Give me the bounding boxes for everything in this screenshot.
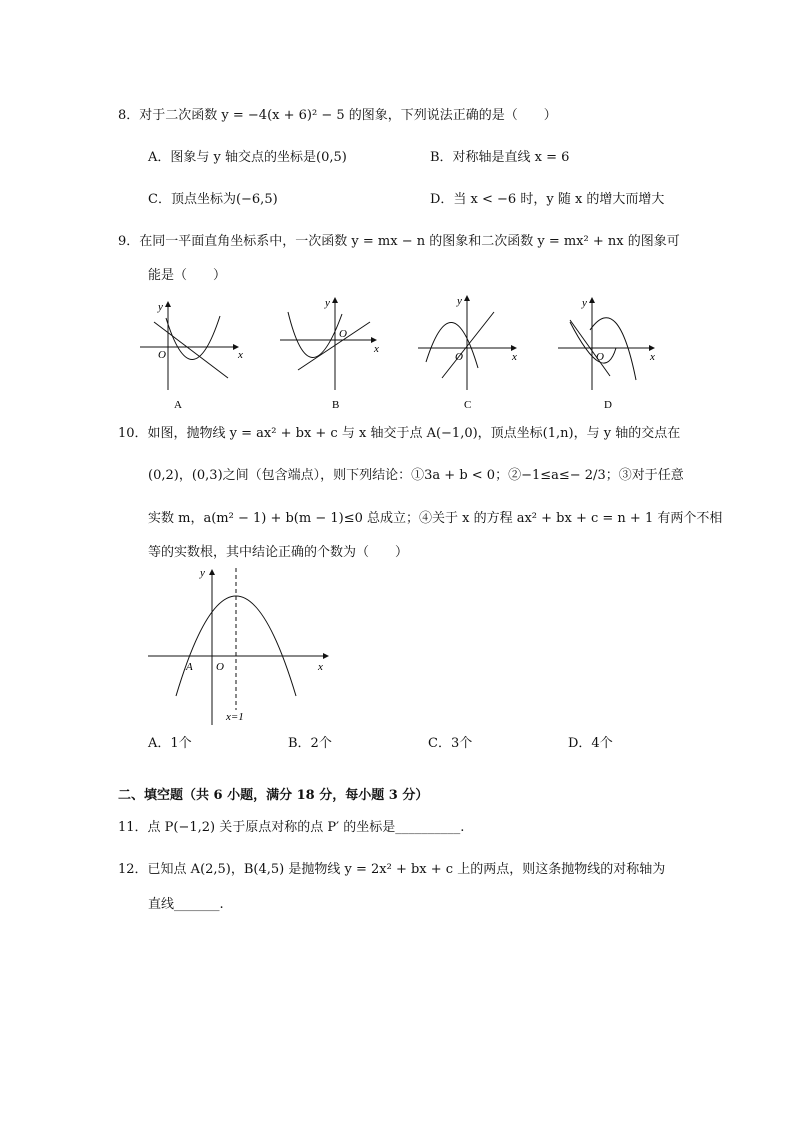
- q9-stem-line1: 9．在同一平面直角坐标系中，一次函数 y = mx − n 的图象和二次函数 y = mx² + nx 的图象可: [118, 234, 680, 249]
- q10-option-a: A．1个: [148, 736, 192, 751]
- q10-axis-label: x=1: [226, 711, 244, 723]
- q8-option-a: A．图象与 y 轴交点的坐标是(0,5): [148, 150, 347, 165]
- q10-line3: 实数 m，a(m² − 1) + b(m − 1)≤0 总成立；④关于 x 的方程 ax² + bx + c = n + 1 有两个不相: [148, 511, 723, 526]
- section2-title: 二、填空题（共 6 小题，满分 18 分，每小题 3 分）: [118, 788, 429, 803]
- q9-graph-c: [418, 296, 516, 390]
- q10-line1: 10．如图，抛物线 y = ax² + bx + c 与 x 轴交于点 A(−1,0)，顶点坐标(1,n)，与 y 轴的交点在: [118, 426, 681, 441]
- q10-x-label: x: [318, 661, 323, 673]
- q9-graph-b-y: y: [325, 297, 330, 309]
- q8-stem: 8．对于二次函数 y = −4(x + 6)² − 5 的图象，下列说法正确的是（ ）: [118, 108, 557, 123]
- q9-graph-a-o: O: [158, 349, 166, 361]
- q9-graph-d-y: y: [582, 297, 587, 309]
- q8-option-d: D．当 x < −6 时，y 随 x 的增大而增大: [430, 192, 665, 207]
- q10-option-b: B．2个: [288, 736, 332, 751]
- q9-graph-c-caption: C: [464, 399, 472, 411]
- q10-option-d: D．4个: [568, 736, 613, 751]
- q9-graph-d-o: O: [596, 351, 604, 363]
- q9-graph-d-x: x: [650, 351, 655, 363]
- q9-graph-b-x: x: [374, 343, 379, 355]
- q9-graph-b-o: O: [339, 328, 347, 340]
- q9-graph-a-caption: A: [174, 399, 182, 411]
- q9-graph-a: [140, 302, 238, 390]
- q9-graph-a-x: x: [238, 349, 243, 361]
- q8-option-c: C．顶点坐标为(−6,5): [148, 192, 278, 207]
- q10-y-label: y: [200, 567, 205, 579]
- q9-graph-a-y: y: [158, 301, 163, 313]
- q9-graphs: [130, 290, 670, 415]
- q9-graph-b-caption: B: [332, 399, 340, 411]
- q8-option-b: B．对称轴是直线 x = 6: [430, 150, 570, 165]
- q9-graph-d-caption: D: [604, 399, 612, 411]
- q12-line2: 直线_______.: [148, 897, 224, 912]
- q10-option-c: C．3个: [428, 736, 473, 751]
- q9-graph-c-o: O: [455, 351, 463, 363]
- q12-line1: 12．已知点 A(2,5)，B(4,5) 是抛物线 y = 2x² + bx + c 上的两点，则这条抛物线的对称轴为: [118, 862, 666, 877]
- q10-figure: [140, 560, 340, 730]
- q9-graph-c-y: y: [457, 295, 462, 307]
- q9-graph-d: [558, 298, 654, 390]
- q9-graph-b: [280, 298, 376, 390]
- q10-line4: 等的实数根，其中结论正确的个数为（ ）: [148, 545, 409, 560]
- q10-point-a: A: [186, 661, 193, 673]
- q10-origin: O: [216, 661, 224, 673]
- q9-graph-c-x: x: [512, 351, 517, 363]
- q10-line2: (0,2)，(0,3)之间（包含端点），则下列结论：①3a + b < 0；②−1≤a≤− 2/3；③对于任意: [148, 468, 684, 483]
- q9-stem-line2: 能是（ ）: [148, 268, 227, 283]
- q11-text: 11．点 P(−1,2) 关于原点对称的点 P′ 的坐标是__________.: [118, 820, 465, 835]
